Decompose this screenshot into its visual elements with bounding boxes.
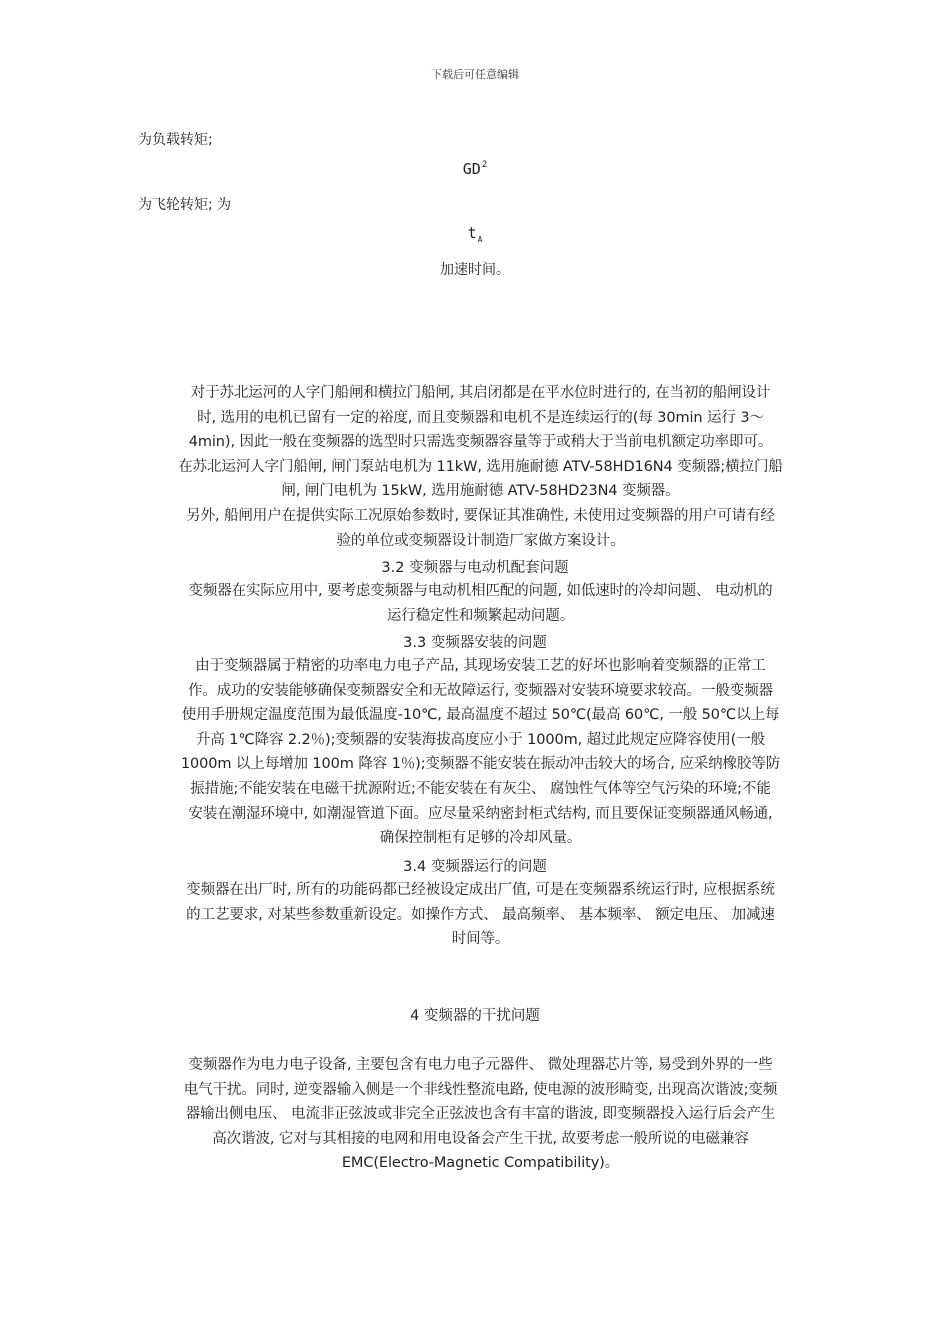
paragraph-line: 使用手册规定温度范围为最低温度-10℃, 最高温度不超过 50℃(最高 60℃, 一般 50℃以上每: [181, 707, 780, 724]
paragraph-line: 4min), 因此一般在变频器的选型时只需选变频器容量等于或稍大于当前电机额定功率即可。: [188, 434, 773, 451]
paragraph-line: 升高 1℃降容 2.2％);变频器的安装海拔高度应小于 1000m, 超过此规定应降容使用(一般: [195, 731, 766, 748]
paragraph-line: 1000m 以上每增加 100m 降容 1％);变频器不能安装在振动冲击较大的场合, 应采纳橡胶等防: [180, 756, 781, 773]
section-heading-3-4: 3.4 变频器运行的问题: [403, 859, 547, 875]
paragraph-motor-matching: [138, 579, 823, 628]
paragraph-line: 闸, 闸门电机为 15kW, 选用施耐德 ATV-58HD23N4 变频器。: [281, 483, 680, 500]
paragraph-line: 电气干扰。同时, 逆变器输入侧是一个非线性整流电路, 使电源的波形畸变, 出现高次谐波;变频: [183, 1081, 778, 1098]
paragraph-line: 变频器在出厂时, 所有的功能码都已经被设定成出厂值, 可是在变频器系统运行时, 应根据系统: [186, 882, 775, 898]
paragraph-line: 变频器作为电力电子设备, 主要包含有电力电子元器件、 微处理器芯片等, 易受到外界的一些: [188, 1057, 773, 1073]
paragraph-line: 确保控制柜有足够的冷却风量。: [379, 830, 582, 847]
acceleration-time-text: 加速时间。: [440, 262, 510, 278]
gd-base: GD: [462, 160, 481, 178]
paragraph-line: 由于变频器属于精密的功率电力电子产品, 其现场安装工艺的好坏也影响着变频器的正常工: [195, 658, 766, 674]
paragraph-line: 安装在潮湿环境中, 如潮湿管道下面。应尽量采纳密封柜式结构, 而且要保证变频器通风畅通,: [188, 805, 773, 822]
paragraph-line: 作。成功的安装能够确保变频器安全和无故障运行, 变频器对安装环境要求较高。一般变频器: [187, 682, 773, 699]
paragraph-lock-selection: [138, 381, 823, 553]
paragraph-operation: [138, 878, 823, 952]
ta-formula: [0, 224, 950, 244]
gd-exponent: 2: [481, 160, 488, 170]
section-heading-3-2: 3.2 变频器与电动机配套问题: [381, 560, 569, 576]
paragraph-line: 验的单位或变频器设计制造厂家做方案设计。: [336, 532, 625, 549]
paragraph-line: 在苏北运河人字门船闸, 闸门泵站电机为 11kW, 选用施耐德 ATV-58HD16N4 变频器;横拉门船: [178, 458, 783, 475]
gd-squared-formula: [0, 160, 950, 178]
paragraph-line: 时, 选用的电机已留有一定的裕度, 而且变频器和电机不是连续运行的(每 30min 运行 3～: [197, 409, 764, 426]
paragraph-installation: [138, 654, 823, 851]
section-heading-4: 4 变频器的干扰问题: [410, 1008, 540, 1024]
paragraph-line: 器输出侧电压、 电流非正弦波或非完全正弦波也含有丰富的谐波, 即变频器投入运行后会产生: [185, 1106, 776, 1123]
paragraph-line: 的工艺要求, 对某些参数重新设定。如操作方式、 最高频率、 基本频率、 额定电压、 加减速: [186, 906, 775, 923]
ta-subscript: A: [477, 235, 483, 244]
paragraph-line: 高次谐波, 它对与其相接的电网和用电设备会产生干扰, 故要考虑一般所说的电磁兼容: [212, 1130, 749, 1147]
paragraph-line: 振措施;不能安装在电磁干扰源附近;不能安装在有灰尘、 腐蚀性气体等空气污染的环境;不能: [190, 780, 771, 797]
section-heading-3-3: 3.3 变频器安装的问题: [403, 635, 547, 651]
page-header: 下载后可任意编辑: [431, 68, 519, 81]
paragraph-interference: [138, 1053, 823, 1176]
load-torque-text: 为负载转矩;: [138, 132, 213, 148]
paragraph-line: 变频器在实际应用中, 要考虑变频器与电动机相匹配的问题, 如低速时的冷却问题、 电动机的: [188, 583, 773, 599]
paragraph-line: EMC(Electro-Magnetic Compatibility)。: [341, 1155, 620, 1172]
flywheel-torque-text: 为飞轮转矩; 为: [138, 197, 232, 213]
paragraph-line: 运行稳定性和频繁起动问题。: [386, 607, 575, 624]
paragraph-line: 时间等。: [451, 931, 510, 948]
paragraph-line: 另外, 船闸用户在提供实际工况原始参数时, 要保证其准确性, 未使用过变频器的用户可请有经: [186, 507, 775, 524]
paragraph-line: 对于苏北运河的人字门船闸和横拉门船闸, 其启闭都是在平水位时进行的, 在当初的船闸设计: [190, 385, 771, 401]
ta-base: t: [467, 224, 477, 242]
